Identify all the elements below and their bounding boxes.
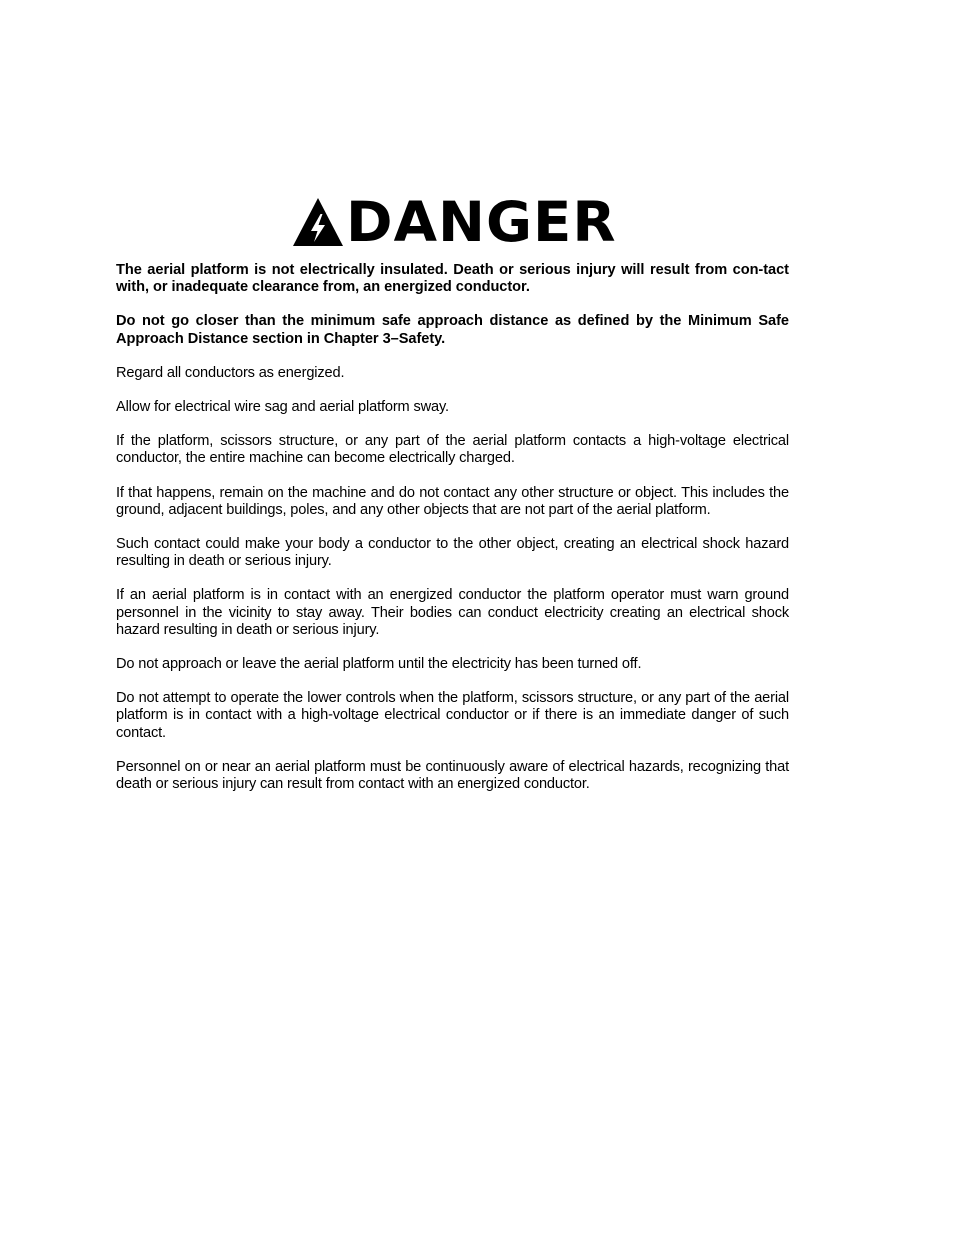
paragraph-wire-sag: Allow for electrical wire sag and aerial platform sway.: [116, 399, 449, 416]
paragraph-body-conductor: Such contact could make your body a conductor to the other object, creating an electrical shock hazard resulting in death or serious injury.: [116, 536, 789, 570]
paragraph-insulation-warning: The aerial platform is not electrically insulated. Death or serious injury will result from con-tact with, or inadequate clearance from, an energized conductor.: [116, 262, 789, 296]
paragraph-lower-controls: Do not attempt to operate the lower controls when the platform, scissors structure, or any part of the aerial platform is in contact with a high-voltage electrical conductor or if there is an immediate danger of such contact.: [116, 690, 789, 741]
paragraph-regard-energized: Regard all conductors as energized.: [116, 364, 345, 381]
paragraph-safe-approach-distance: Do not go closer than the minimum safe approach distance as defined by the Minimum Safe Approach Distance section in Chapter 3–Safety.: [116, 313, 789, 347]
danger-triangle-lightning-icon: [292, 197, 344, 247]
paragraph-do-not-approach: Do not approach or leave the aerial platform until the electricity has been turned off.: [116, 656, 642, 673]
danger-header: [292, 190, 617, 254]
danger-message-body: [116, 262, 789, 810]
danger-word: DANGER: [346, 190, 617, 254]
paragraph-remain-on-machine: If that happens, remain on the machine and do not contact any other structure or object. This includes the ground, adjacent buildings, poles, and any other objects that are not part of the aerial platform.: [116, 484, 789, 518]
paragraph-machine-charged: If the platform, scissors structure, or any part of the aerial platform contacts a high-voltage electrical conductor, the entire machine can become electrically charged.: [116, 433, 789, 467]
paragraph-warn-ground-personnel: If an aerial platform is in contact with an energized conductor the platform operator must warn ground personnel in the vicinity to stay away. Their bodies can conduct electricity creating an electrical shock hazard resulting in death or serious injury.: [116, 587, 789, 638]
paragraph-continuous-awareness: Personnel on or near an aerial platform must be continuously aware of electrical hazards, recognizing that death or serious injury can result from contact with an energized conductor.: [116, 758, 789, 793]
